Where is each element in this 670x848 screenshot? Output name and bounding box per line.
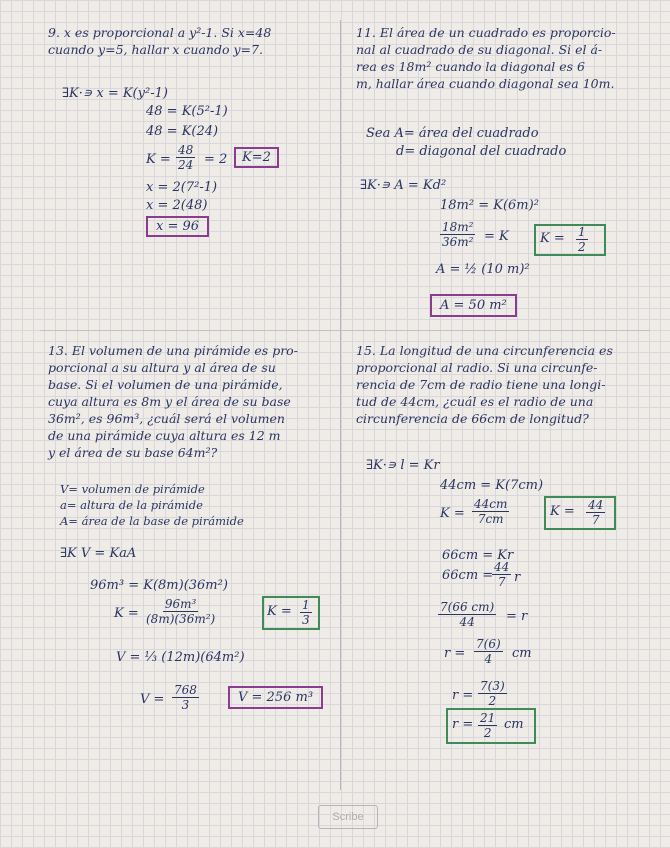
q13-v-fraction: $\frac{768}{3}$ <box>174 683 197 712</box>
problem-9-statement <box>48 24 271 58</box>
statement-line: cuya altura es 8m y el área de su base <box>48 394 291 409</box>
q11-result-box: A = 50 m² <box>430 294 517 317</box>
statement-line: 11. El área de un cuadrado es proporcio- <box>356 25 616 40</box>
q9-work-line: x = 2(48) <box>146 198 208 213</box>
statement-line: cuando y=5, hallar x cuando y=7. <box>48 42 263 57</box>
q9-work-line: 48 = K(24) <box>146 124 219 139</box>
q15-k-box: K = $\frac{44}{7}$ <box>544 496 616 530</box>
q9-work-line: 48 = K(5²-1) <box>146 104 228 119</box>
q13-result-box: V = 256 m³ <box>228 686 323 709</box>
q9-result-box: x = 96 <box>146 216 209 237</box>
q15-l5-tail: r <box>514 570 521 585</box>
statement-line: base. Si el volumen de una pirámide, <box>48 377 283 392</box>
q11-k-box: K = $\frac{1}{2}$ <box>534 224 606 256</box>
problem-15-statement <box>356 342 613 427</box>
q9-work-line: x = 2(7²-1) <box>146 180 218 195</box>
q15-l5-pre: 66cm = <box>442 568 494 583</box>
q15-l7-fraction: $\frac{7(6)}{4}$ <box>476 637 501 666</box>
statement-line: nal al cuadrado de su diagonal. Si el á- <box>356 42 603 57</box>
q15-work-line: 44cm = K(7cm) <box>440 478 544 493</box>
scribe-watermark: Scribe <box>318 805 378 829</box>
statement-line: rencia de 7cm de radio tiene una longi- <box>356 377 606 392</box>
q9-k-tail: = 2 <box>204 152 228 167</box>
statement-line: 9. x es proporcional a y²-1. Si x=48 <box>48 25 272 40</box>
statement-line: rea es 18m² cuando la diagonal es 6 <box>356 59 585 74</box>
statement-line: porcional a su altura y al área de su <box>48 360 276 375</box>
statement-line: circunferencia de 66cm de longitud? <box>356 411 589 426</box>
q15-work-line: ∃K·∍ l = Kr <box>366 458 440 473</box>
q9-k-box: K=2 <box>234 147 279 168</box>
q15-l8-pre: r = <box>452 688 474 703</box>
q13-definition: V= volumen de pirámide <box>60 482 205 496</box>
q15-work-line: 66cm = Kr <box>442 548 514 563</box>
q11-work-line: 18m² = K(6m)² <box>440 198 539 213</box>
q15-l7-tail: cm <box>512 646 532 661</box>
q13-v-pre: V = <box>140 692 165 707</box>
statement-line: 15. La longitud de una circunferencia es <box>356 343 613 358</box>
q15-result-box: r = $\frac{21}{2}$ cm <box>446 708 536 744</box>
q11-fraction-tail: = K <box>484 229 509 244</box>
q13-work-line: ∃K V = KaA <box>60 546 137 561</box>
problem-11-statement <box>356 24 616 92</box>
q11-definition: d= diagonal del cuadrado <box>396 144 567 159</box>
statement-line: tud de 44cm, ¿cuál es el radio de una <box>356 394 594 409</box>
q13-work-line: V = ⅓ (12m)(64m²) <box>116 650 245 665</box>
q13-k-pre: K = <box>114 606 139 621</box>
q9-k-fraction: $\frac{48}{24}$ <box>178 143 194 172</box>
statement-line: y el área de su base 64m²? <box>48 445 218 460</box>
q11-work-line: A = ½ (10 m)² <box>436 262 530 277</box>
q9-work-line: ∃K·∍ x = K(y²-1) <box>62 86 168 101</box>
q11-definition: Sea A= área del cuadrado <box>366 126 539 141</box>
statement-line: 36m², es 96m³, ¿cuál será el volumen <box>48 411 285 426</box>
q15-k-pre: K = <box>440 506 465 521</box>
q13-k-fraction: $\frac{\text{96m³}}{\text{(8m)(36m²)}}$ <box>146 597 216 626</box>
q11-fraction: $\frac{\text{18m²}}{\text{36m²}}$ <box>442 220 474 249</box>
statement-line: 13. El volumen de una pirámide es pro- <box>48 343 298 358</box>
q15-k-fraction: $\frac{44cm}{7cm}$ <box>474 497 508 526</box>
q15-l8-fraction: $\frac{7(3)}{2}$ <box>480 679 505 708</box>
q15-l6-fraction: $\frac{7(66 cm)}{44}$ <box>440 600 495 629</box>
q15-l6-tail: = r <box>506 609 528 624</box>
q13-definition: A= área de la base de pirámide <box>60 514 244 528</box>
q13-work-line: 96m³ = K(8m)(36m²) <box>90 578 228 593</box>
q9-k-eq: K = <box>146 152 171 167</box>
column-divider <box>340 20 341 790</box>
q11-work-line: ∃K·∍ A = Kd² <box>360 178 447 193</box>
q13-k-box: K = $\frac{1}{3}$ <box>262 596 320 630</box>
q15-l7-pre: r = <box>444 646 466 661</box>
q13-definition: a= altura de la pirámide <box>60 498 203 512</box>
q15-l5-fraction: $\frac{44}{7}$ <box>494 560 510 589</box>
row-divider <box>40 330 650 331</box>
statement-line: m, hallar área cuando diagonal sea 10m. <box>356 76 615 91</box>
statement-line: de una pirámide cuya altura es 12 m <box>48 428 281 443</box>
problem-13-statement <box>48 342 298 461</box>
statement-line: proporcional al radio. Si una circunfe- <box>356 360 598 375</box>
